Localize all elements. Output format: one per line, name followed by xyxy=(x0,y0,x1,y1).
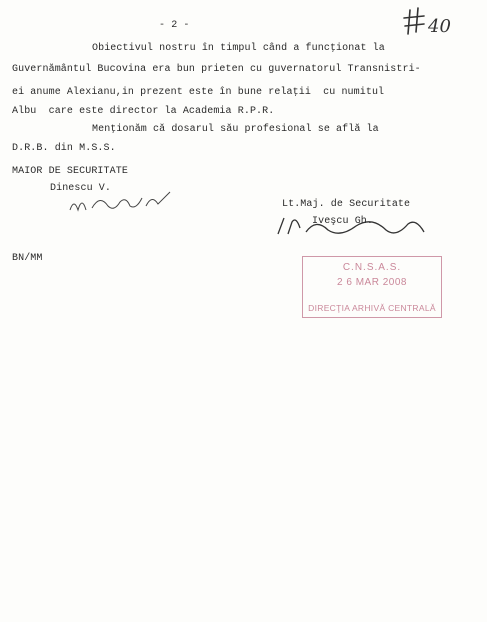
archive-stamp xyxy=(302,256,442,318)
archive-number: 40 xyxy=(428,16,451,37)
paragraph2-line1: Menţionăm că dosarul său profesional se află la xyxy=(92,124,379,135)
paragraph1-line2: Guvernământul Bucovina era bun prieten cu guvernatorul Transnistri- xyxy=(12,64,421,75)
stamp-line1: C.N.S.A.S. xyxy=(342,262,402,273)
right-signatory-name: Iveşcu Gh. xyxy=(312,216,374,227)
left-signatory-name: Dinescu V. xyxy=(50,183,112,194)
right-signatory-rank: Lt.Maj. de Securitate xyxy=(282,199,411,210)
paragraph2-line2: D.R.B. din M.S.S. xyxy=(12,143,116,154)
page-number: - 2 - xyxy=(159,20,190,31)
right-handwritten-signature xyxy=(276,208,436,242)
paragraph1-line1: Obiectivul nostru în timpul când a funcţionat la xyxy=(92,43,385,54)
stamp-line3: DIRECŢIA ARHIVĂ CENTRALĂ xyxy=(308,303,436,313)
stamp-date: 2 6 MAR 2008 xyxy=(337,277,407,288)
paragraph1-line3: ei anume Alexianu,in prezent este în bune relaţii cu numitul xyxy=(12,87,385,98)
archive-number-mark xyxy=(402,2,472,42)
document-initials: BN/MM xyxy=(12,253,43,264)
paragraph1-line4: Albu care este director la Academia R.P.R. xyxy=(12,106,275,117)
left-signatory-rank: MAIOR DE SECURITATE xyxy=(12,166,128,177)
left-handwritten-signature xyxy=(66,188,176,218)
